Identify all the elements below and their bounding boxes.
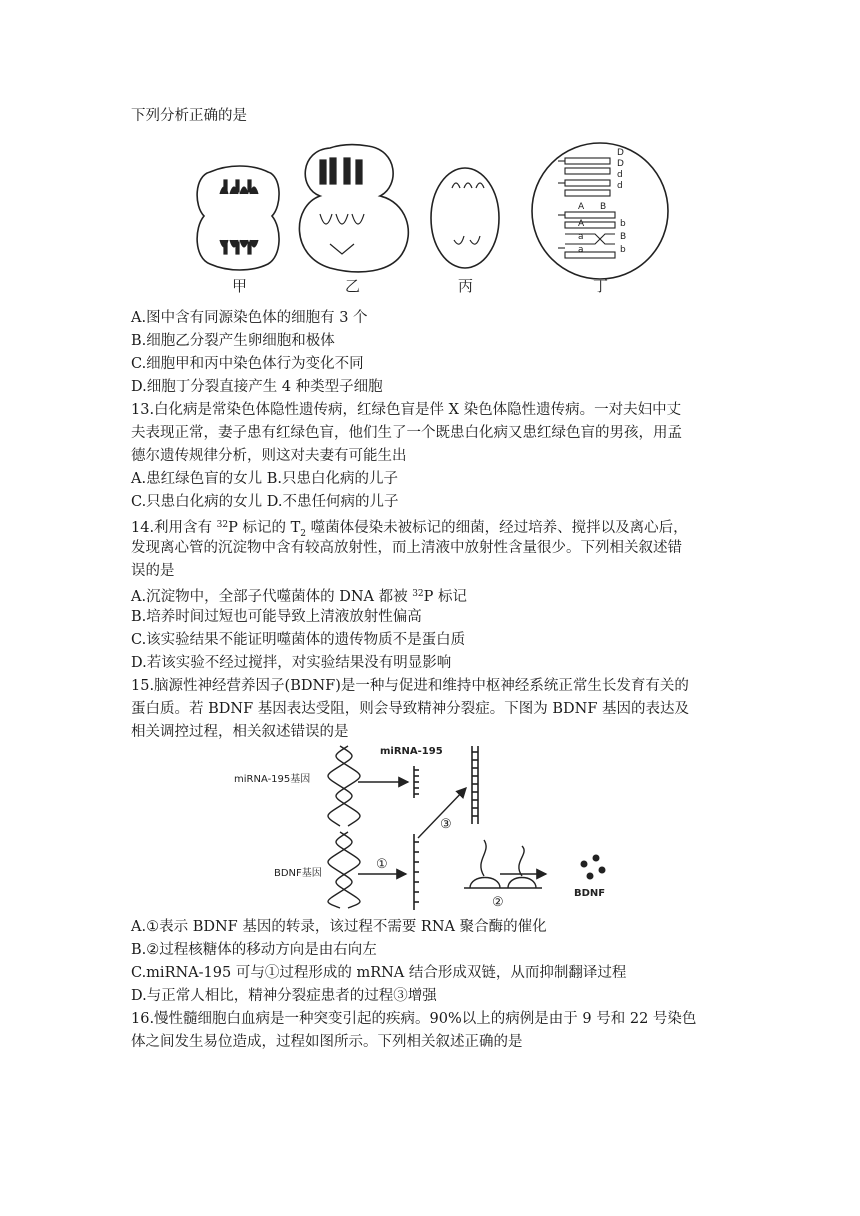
label-bing: 丙	[458, 277, 474, 295]
bdnf-gene-dna	[328, 832, 360, 908]
bdnf-dot	[593, 855, 600, 862]
q14-option-c: C.该实验结果不能证明噬菌体的遗传物质不是蛋白质	[131, 632, 466, 648]
q15-option-a: A.①表示 BDNF 基因的转录，该过程不需要 RNA 聚合酶的催化	[131, 919, 547, 935]
mirna-gene-label: miRNA-195基因	[234, 774, 311, 785]
q15-stem-line: 相关调控过程，相关叙述错误的是	[131, 724, 349, 740]
bdnf-dot	[599, 867, 606, 874]
question-intro: 下列分析正确的是	[131, 108, 247, 124]
q15-option-b: B.②过程核糖体的移动方向是由右向左	[131, 942, 377, 958]
step-3-label: ③	[440, 817, 452, 832]
q12-option-d: D.细胞丁分裂直接产生 4 种类型子细胞	[131, 379, 383, 395]
step-2-label: ②	[492, 895, 504, 910]
label-ding: 丁	[593, 277, 609, 295]
q15-stem-line: 15.脑源性神经营养因子(BDNF)是一种与促进和维持中枢神经系统正常生长发育有关的	[131, 678, 689, 694]
q14-stem-line: 14.利用含有 $^{32}$P 标记的 $T_2$ 噬菌体侵染未被标记的细菌，经过培养、搅拌以及离心后，	[131, 520, 688, 539]
q12-option-c: C.细胞甲和丙中染色体行为变化不同	[131, 356, 364, 372]
bdnf-gene-label: BDNF基因	[274, 868, 322, 879]
ding-letter: B	[600, 202, 607, 212]
bdnf-expression-diagram	[230, 742, 630, 910]
q15-stem-line: 蛋白质。若 BDNF 基因表达受阻，则会导致精神分裂症。下图为 BDNF 基因的表达及	[131, 701, 689, 717]
ding-letter: d	[617, 181, 623, 191]
ribosome-group	[464, 840, 542, 888]
ding-letter: a	[578, 245, 584, 255]
q15-option-d: D.与正常人相比，精神分裂症患者的过程③增强	[131, 988, 437, 1004]
q14-stem-line: 发现离心管的沉淀物中含有较高放射性，而上清液中放射性含量很少。下列相关叙述错	[131, 540, 682, 556]
cell-bing	[431, 168, 499, 268]
ding-letter: B	[620, 232, 627, 242]
q12-option-b: B.细胞乙分裂产生卵细胞和极体	[131, 333, 335, 349]
mirna-gene-dna	[328, 746, 360, 826]
ding-letter: b	[620, 219, 626, 229]
q14-stem-line: 误的是	[131, 563, 175, 579]
q13-stem-line: 13.白化病是常染色体隐性遗传病，红绿色盲是伴 X 染色体隐性遗传病。一对夫妇中丈	[131, 402, 682, 418]
ding-letter: A	[578, 202, 585, 212]
q14-option-a: A.沉淀物中，全部子代噬菌体的 DNA 都被 $^{32}$P 标记	[131, 589, 468, 605]
bdnf-product-label: BDNF	[574, 888, 606, 899]
step-1-label: ①	[376, 857, 388, 872]
ding-letter: a	[578, 232, 584, 242]
cell-yi	[299, 145, 408, 272]
label-jia: 甲	[232, 277, 248, 295]
cell-division-figure	[180, 136, 670, 296]
q12-option-a: A.图中含有同源染色体的细胞有 3 个	[131, 310, 368, 326]
bdnf-dot	[587, 873, 594, 880]
ding-letter: D	[617, 159, 624, 169]
q13-option-cd: C.只患白化病的女儿 D.不患任何病的儿子	[131, 494, 399, 510]
q16-stem-line: 16.慢性髓细胞白血病是一种突变引起的疾病。90%以上的病例是由于 9 号和 22 号染色	[131, 1011, 697, 1027]
q14-option-d: D.若该实验不经过搅拌，对实验结果没有明显影响	[131, 655, 452, 671]
q14-option-b: B.培养时间过短也可能导致上清液放射性偏高	[131, 609, 422, 625]
q16-stem-line: 体之间发生易位造成，过程如图所示。下列相关叙述正确的是	[131, 1034, 523, 1050]
q13-option-ab: A.患红绿色盲的女儿 B.只患白化病的儿子	[131, 471, 398, 487]
q13-stem-line: 夫表现正常，妻子患有红绿色盲，他们生了一个既患白化病又患红绿色盲的男孩，用孟	[131, 425, 682, 441]
ding-letter: d	[617, 170, 623, 180]
bdnf-dot	[581, 861, 588, 868]
ding-letter: A	[578, 219, 585, 229]
ding-letter: b	[620, 245, 626, 255]
label-yi: 乙	[345, 277, 361, 295]
mirna-195-label: miRNA-195	[380, 746, 443, 757]
ding-letter: D	[617, 148, 624, 158]
q15-option-c: C.miRNA-195 可与①过程形成的 mRNA 结合形成双链，从而抑制翻译过程	[131, 965, 627, 981]
q13-stem-line: 德尔遗传规律分析，则这对夫妻有可能生出	[131, 448, 407, 464]
